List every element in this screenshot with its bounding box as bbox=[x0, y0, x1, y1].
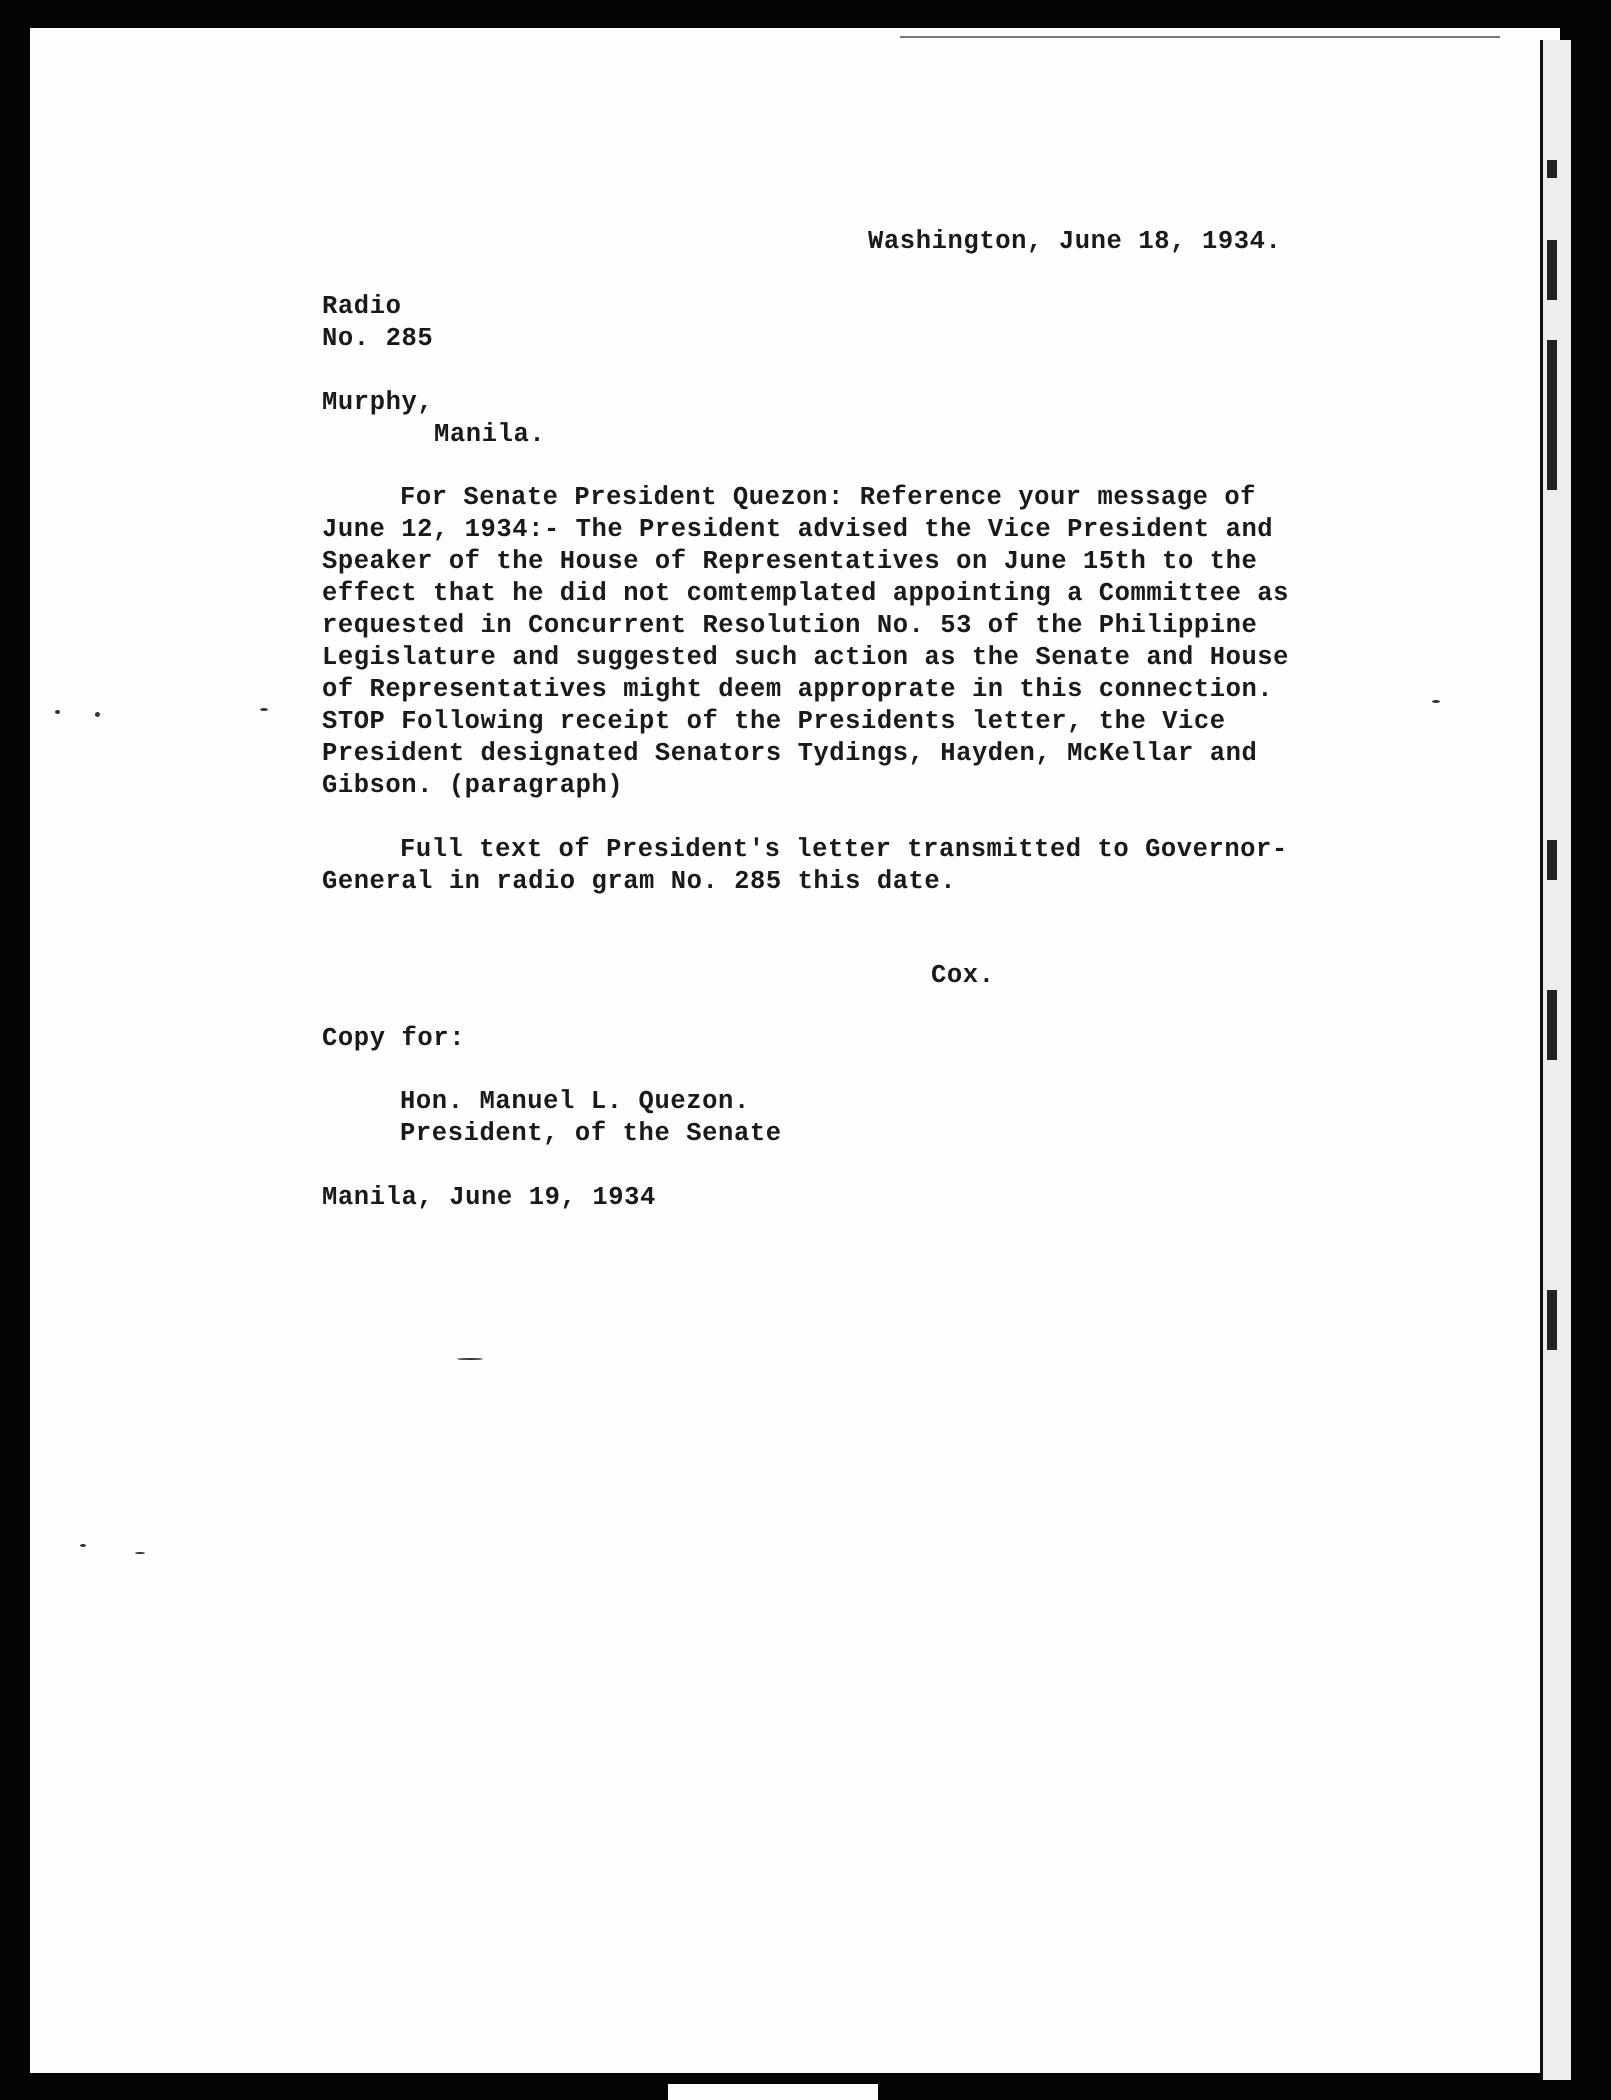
body-line: Gibson. (paragraph) bbox=[322, 771, 624, 800]
body-line: Full text of President's letter transmitted to Governor- bbox=[400, 835, 1288, 864]
body-line: requested in Concurrent Resolution No. 53 of the Philippine bbox=[322, 611, 1258, 640]
bottom-tab bbox=[668, 2084, 878, 2100]
scan-speck bbox=[55, 710, 60, 714]
top-edge-rule bbox=[900, 36, 1500, 38]
message-number: No. 285 bbox=[322, 324, 434, 353]
copy-recipient-title: President, of the Senate bbox=[400, 1119, 782, 1148]
body-line: President designated Senators Tydings, Hayden, McKellar and bbox=[322, 739, 1258, 768]
edge-mark bbox=[1547, 240, 1557, 300]
body-line: Legislature and suggested such action as the Senate and House bbox=[322, 643, 1290, 672]
body-line: For Senate President Quezon: Reference your message of bbox=[400, 483, 1257, 512]
scan-speck bbox=[135, 1552, 145, 1554]
edge-mark bbox=[1547, 840, 1557, 880]
scan-speck bbox=[457, 1358, 483, 1360]
scan-speck bbox=[260, 708, 268, 711]
scan-speck bbox=[1432, 700, 1440, 703]
page-edge bbox=[1540, 40, 1571, 2080]
edge-mark bbox=[1547, 340, 1557, 490]
addressee-city: Manila. bbox=[434, 420, 546, 449]
edge-mark bbox=[1547, 990, 1557, 1060]
copy-for-label: Copy for: bbox=[322, 1024, 466, 1053]
body-line: General in radio gram No. 285 this date. bbox=[322, 867, 957, 896]
edge-mark bbox=[1547, 1290, 1557, 1350]
scan-speck bbox=[80, 1544, 86, 1547]
message-type: Radio bbox=[322, 292, 402, 321]
body-line: effect that he did not comtemplated appointing a Committee as bbox=[322, 579, 1290, 608]
closing-dateline: Manila, June 19, 1934 bbox=[322, 1183, 656, 1212]
body-line: June 12, 1934:- The President advised the Vice President and bbox=[322, 515, 1274, 544]
dateline: Washington, June 18, 1934. bbox=[868, 227, 1282, 256]
edge-mark bbox=[1547, 160, 1557, 178]
body-line: STOP Following receipt of the Presidents letter, the Vice bbox=[322, 707, 1226, 736]
body-line: Speaker of the House of Representatives on June 15th to the bbox=[322, 547, 1258, 576]
signature: Cox. bbox=[931, 961, 995, 990]
document-page bbox=[30, 28, 1560, 2073]
copy-recipient-name: Hon. Manuel L. Quezon. bbox=[400, 1087, 750, 1116]
scan-speck bbox=[95, 712, 100, 717]
body-line: of Representatives might deem approprate in this connection. bbox=[322, 675, 1274, 704]
addressee-name: Murphy, bbox=[322, 388, 434, 417]
